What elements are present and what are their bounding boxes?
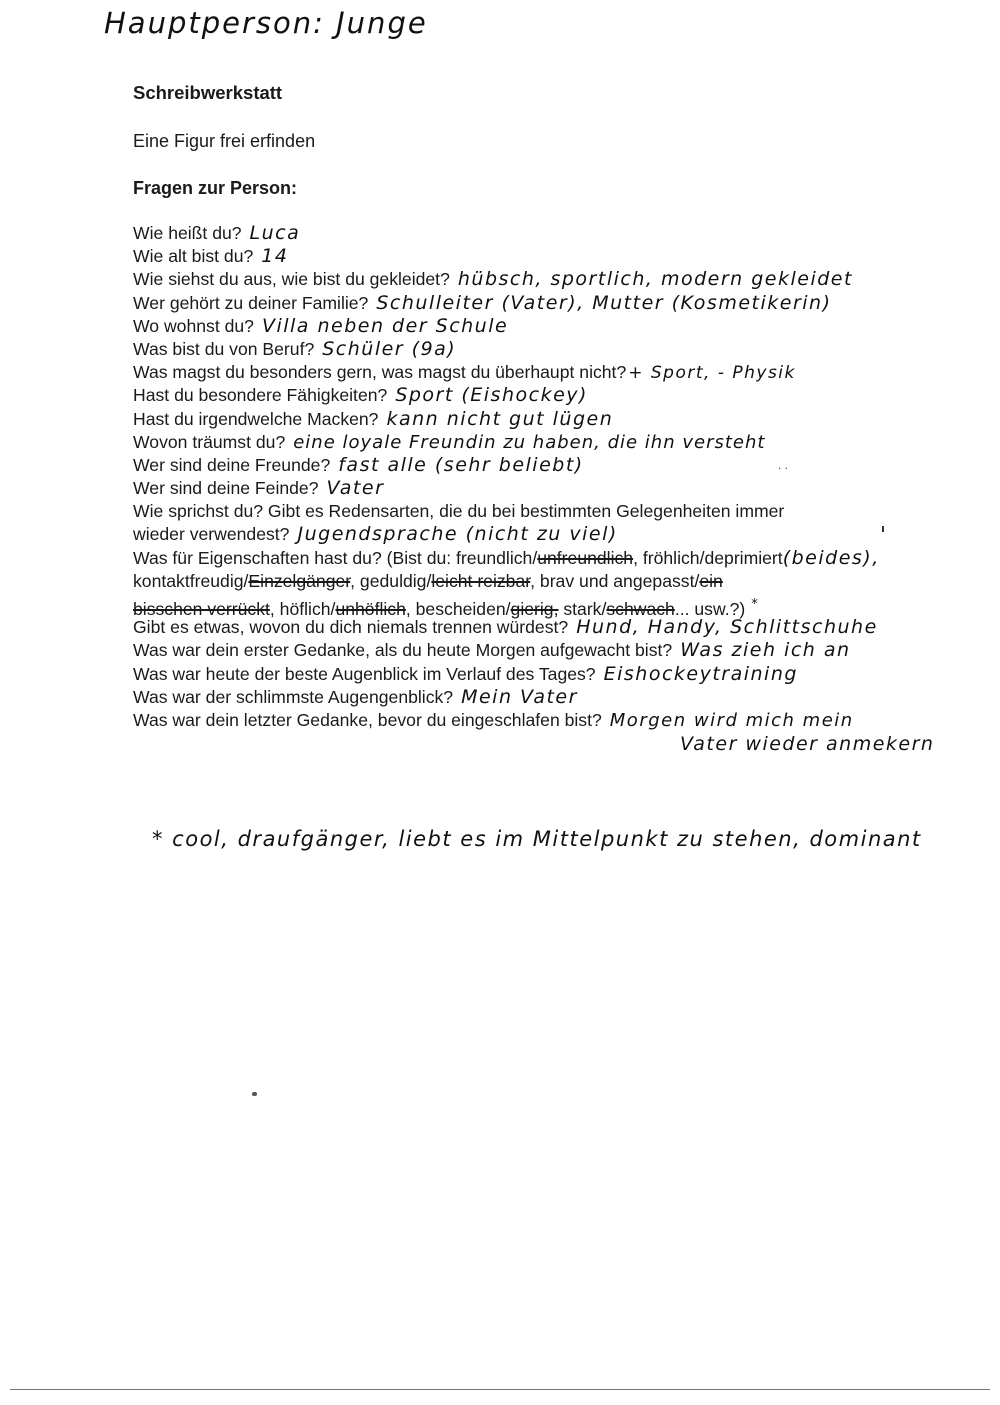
handwritten-answer: Sport (Eishockey) [395,384,588,407]
question-row [133,222,973,245]
struck-option: schwach [606,598,675,619]
question-text: Was bist du von Beruf? [133,338,315,359]
question-row [133,408,973,431]
handwritten-answer: Was zieh ich an [680,639,851,662]
struck-option: gierig, [510,598,559,619]
question-row [133,616,973,639]
question-text: Wo wohnst du? [133,315,254,336]
question-text: Wie heißt du? [133,223,242,243]
handwritten-answer: Schulleiter (Vater), Mutter (Kosmetikerin) [376,291,832,314]
handwritten-answer: Luca [249,222,301,244]
question-text: Hast du irgendwelche Macken? [133,408,379,429]
question-text: Wie sprichst du? Gibt es Redensarten, die du bei bestimmten Gelegenheiten immer [133,501,785,522]
traits-row [133,593,973,619]
question-text: Was war dein letzter Gedanke, bevor du eingeschlafen bist? [133,709,602,730]
handwritten-answer: + Sport, - Physik [628,363,796,384]
question-row [133,245,973,268]
question-row [133,384,973,407]
page-title: Schreibwerkstatt [133,82,283,103]
handwritten-answer: Eishockeytraining [603,662,798,685]
section-heading: Fragen zur Person: [133,178,298,198]
traits-row [133,570,973,593]
asterisk-mark: * [751,597,760,612]
handwritten-answer: Jugendsprache (nicht zu viel) [297,523,618,546]
question-text: Wer sind deine Feinde? [133,478,319,499]
struck-option: unfreundlich [537,547,634,568]
question-text: Was war dein erster Gedanke, als du heute Morgen aufgewacht bist? [133,640,673,661]
handwritten-answer: fast alle (sehr beliebt) [338,453,584,476]
stray-mark [882,526,884,532]
scan-edge-line [10,1389,990,1390]
struck-option: unhöflich [335,598,406,619]
handwritten-answer: (beides), [782,546,880,569]
traits-text: , bescheiden/ [405,598,511,619]
stray-dot [252,1092,257,1096]
question-text: wieder verwendest? [133,524,290,545]
handwritten-answer: Hund, Handy, Schlittschuhe [576,616,878,639]
handwritten-answer: 14 [261,245,289,268]
question-list [133,222,973,732]
question-text: Was war heute der beste Augenblick im Verlauf des Tages? [133,663,596,684]
question-row [133,454,973,477]
question-text: Wer gehört zu deiner Familie? [133,292,369,313]
question-text: Gibt es etwas, wovon du dich niemals trennen würdest? [133,617,569,638]
traits-text: , brav und angepasst/ [530,570,700,591]
traits-text: ... usw.?) [674,598,746,619]
traits-row [133,547,973,570]
question-row [133,268,973,291]
traits-text: stark/ [558,598,607,619]
question-row [133,315,973,338]
question-text: Was war der schlimmste Augengenblick? [133,686,454,707]
question-text: Wie alt bist du? [133,246,254,267]
question-row [133,663,973,686]
struck-option: ein [699,570,723,591]
question-text: Wer sind deine Freunde? [133,454,331,475]
handwritten-answer: kann nicht gut lügen [386,407,614,430]
question-row [133,500,973,523]
question-row [133,523,973,546]
question-text: Wovon träumst du? [133,431,286,452]
question-text: Wie siehst du aus, wie bist du gekleidet? [133,269,450,290]
handwritten-answer-continuation: Vater wieder anmekern [680,733,935,755]
question-row [133,477,973,500]
handwritten-footnote: * cool, draufgänger, liebt es im Mittelpunkt zu stehen, dominant [152,827,922,851]
header-handwritten-note: Hauptperson: Junge [104,6,428,40]
struck-option: bisschen verrückt [133,598,270,619]
question-row [133,431,973,454]
question-row [133,338,973,361]
traits-text: Was für Eigenschaften hast du? (Bist du: freundlich/ [133,547,538,568]
question-row [133,361,973,384]
page-subtitle: Eine Figur frei erfinden [133,131,316,151]
handwritten-answer: Schüler (9a) [322,337,457,360]
question-row [133,686,973,709]
question-row [133,709,973,732]
struck-option: leicht reizbar [431,570,531,591]
question-row [133,639,973,662]
traits-text: , höflich/ [269,598,336,619]
handwritten-answer: Mein Vater [461,685,578,708]
struck-option: Einzelgänger [248,570,351,591]
question-row [133,292,973,315]
handwritten-answer: Vater [326,477,385,500]
traits-text: , fröhlich/deprimiert [633,547,783,568]
handwritten-answer: hübsch, sportlich, modern gekleidet [457,268,853,291]
question-text: Was magst du besonders gern, was magst du überhaupt nicht? [133,362,627,383]
handwritten-answer: Morgen wird mich mein [609,709,854,731]
traits-text: kontaktfreudig/ [133,570,249,591]
traits-text: , geduldig/ [350,570,432,591]
stray-marks: . . [778,458,789,472]
handwritten-answer: eine loyale Freundin zu haben, die ihn versteht [293,431,766,453]
handwritten-answer: Villa neben der Schule [261,314,509,337]
question-text: Hast du besondere Fähigkeiten? [133,385,388,406]
